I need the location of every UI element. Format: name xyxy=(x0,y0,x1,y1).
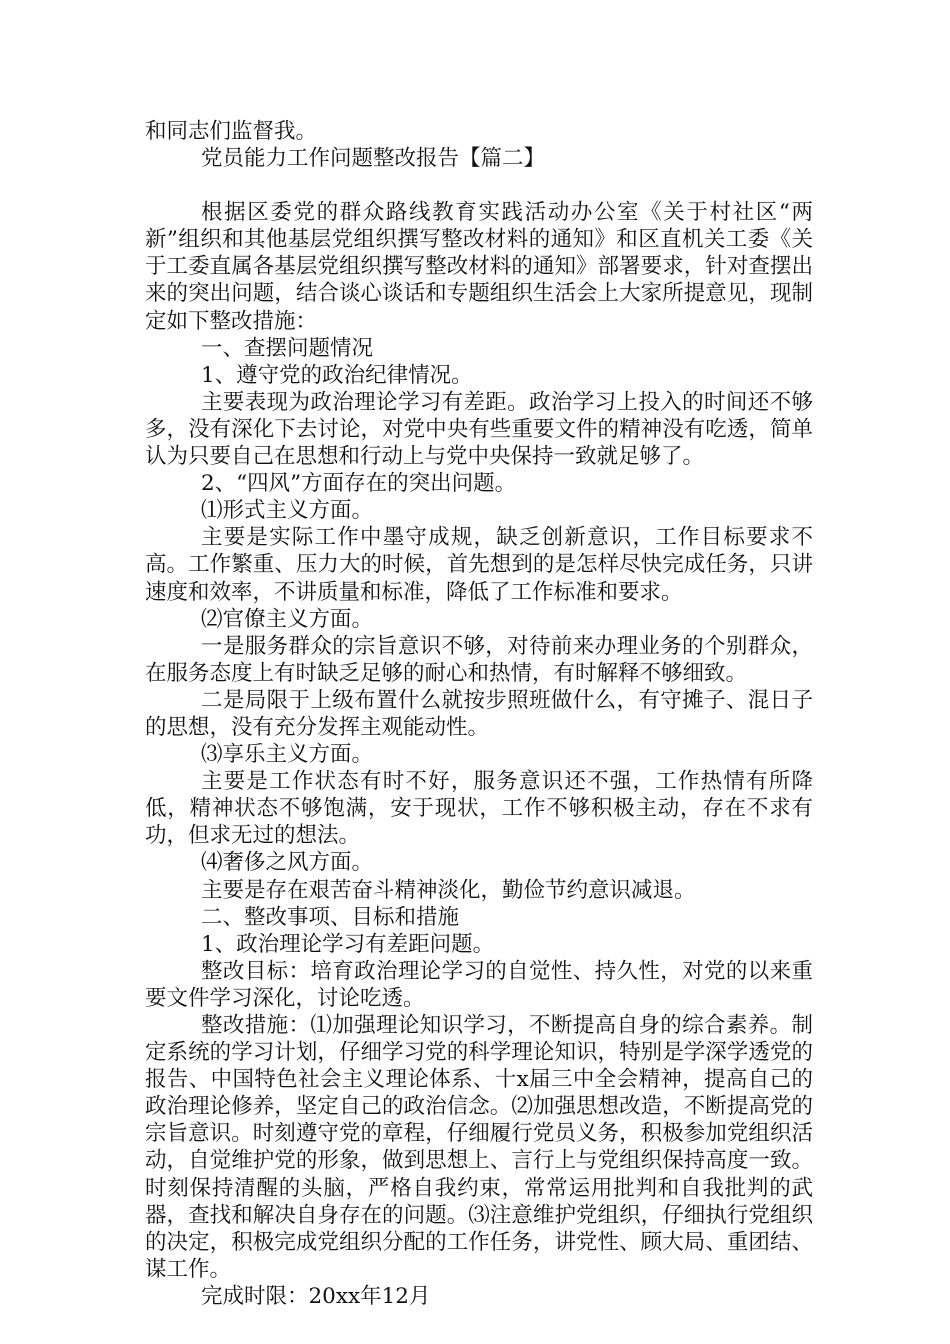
section-title: 党员能力工作问题整改报告【篇二】 xyxy=(201,146,546,172)
paragraph: 主要是实际工作中墨守成规，缺乏创新意识，工作目标要求不高。工作繁重、压力大的时候，首先想到的是怎样尽快完成任务，只讲速度和效率，不讲质量和标准，降低了工作标准和要求。 xyxy=(145,525,813,605)
paragraph: 二是局限于上级布置什么就按步照班做什么，有守摊子、混日子的思想，没有充分发挥主观能动性。 xyxy=(145,687,813,740)
subheading-1: 1、政治理论学习有差距问题。 xyxy=(201,931,495,957)
heading-part-one: 一、查摆问题情况 xyxy=(201,335,374,361)
paragraph: 主要是存在艰苦奋斗精神淡化，勤俭节约意识减退。 xyxy=(201,877,696,903)
paragraph: 主要表现为政治理论学习有差距。政治学习上投入的时间还不够多，没有深化下去讨论，对党中央有些重要文件的精神没有吃透，简单认为只要自己在思想和行动上与党中央保持一致就足够了。 xyxy=(145,389,813,470)
paragraph-goal: 整改目标：培育政治理论学习的自觉性、持久性，对党的以来重要文件学习深化，讨论吃透。 xyxy=(145,958,813,1011)
paragraph-deadline: 完成时限：20xx年12月 xyxy=(201,1283,431,1309)
paragraph: 主要是工作状态有时不好，服务意识还不强，工作热情有所降低，精神状态不够饱满，安于现状，工作不够积极主动，存在不求有功，但求无过的想法。 xyxy=(145,769,813,849)
paragraph-intro: 根据区委党的群众路线教育实践活动办公室《关于村社区“两新”组织和其他基层党组织撰写整改材料的通知》和区直机关工委《关于工委直属各基层党组织撰写整改材料的通知》部署要求，针对查摆出来的突出问题，结合谈心谈话和专题组织生活会上大家所提意见，现制定如下整改措施： xyxy=(145,200,813,334)
subheading-extravagance: ⑷奢侈之风方面。 xyxy=(201,850,374,876)
paragraph: 一是服务群众的宗旨意识不够，对待前来办理业务的个别群众，在服务态度上有时缺乏足够的耐心和热情，有时解释不够细致。 xyxy=(145,633,813,686)
heading-part-two: 二、整改事项、目标和措施 xyxy=(201,904,460,930)
blank-line xyxy=(145,172,813,199)
subheading-bureaucracy: ⑵官僚主义方面。 xyxy=(201,606,374,632)
paragraph-measures: 整改措施：⑴加强理论知识学习，不断提高自身的综合素养。制定系统的学习计划，仔细学习党的科学理论知识，特别是学深学透党的报告、中国特色社会主义理论体系、十x届三中全会精神，提高自己的政治理论修养，坚定自己的政治信念。⑵加强思想改造，不断提高党的宗旨意识。时刻遵守党的章程，仔细履行党员义务，积极参加党组织活动，自觉维护党的形象，做到思想上、言行上与党组织保持高度一致。时刻保持清醒的头脑，严格自我约束，常常运用批判和自我批判的武器，查找和解决自身存在的问题。⑶注意维护党组织，仔细执行党组织的决定，积极完成党组织分配的工作任务，讲党性、顾大局、重团结、谋工作。 xyxy=(145,1013,813,1282)
subheading-hedonism: ⑶享乐主义方面。 xyxy=(201,742,374,768)
document-body xyxy=(145,118,813,1310)
paragraph-closing-line: 和同志们监督我。 xyxy=(145,119,318,144)
subheading-formalism: ⑴形式主义方面。 xyxy=(201,498,374,524)
subheading-2: 2、“四风”方面存在的突出问题。 xyxy=(201,471,517,497)
subheading-1: 1、遵守党的政治纪律情况。 xyxy=(201,362,473,388)
